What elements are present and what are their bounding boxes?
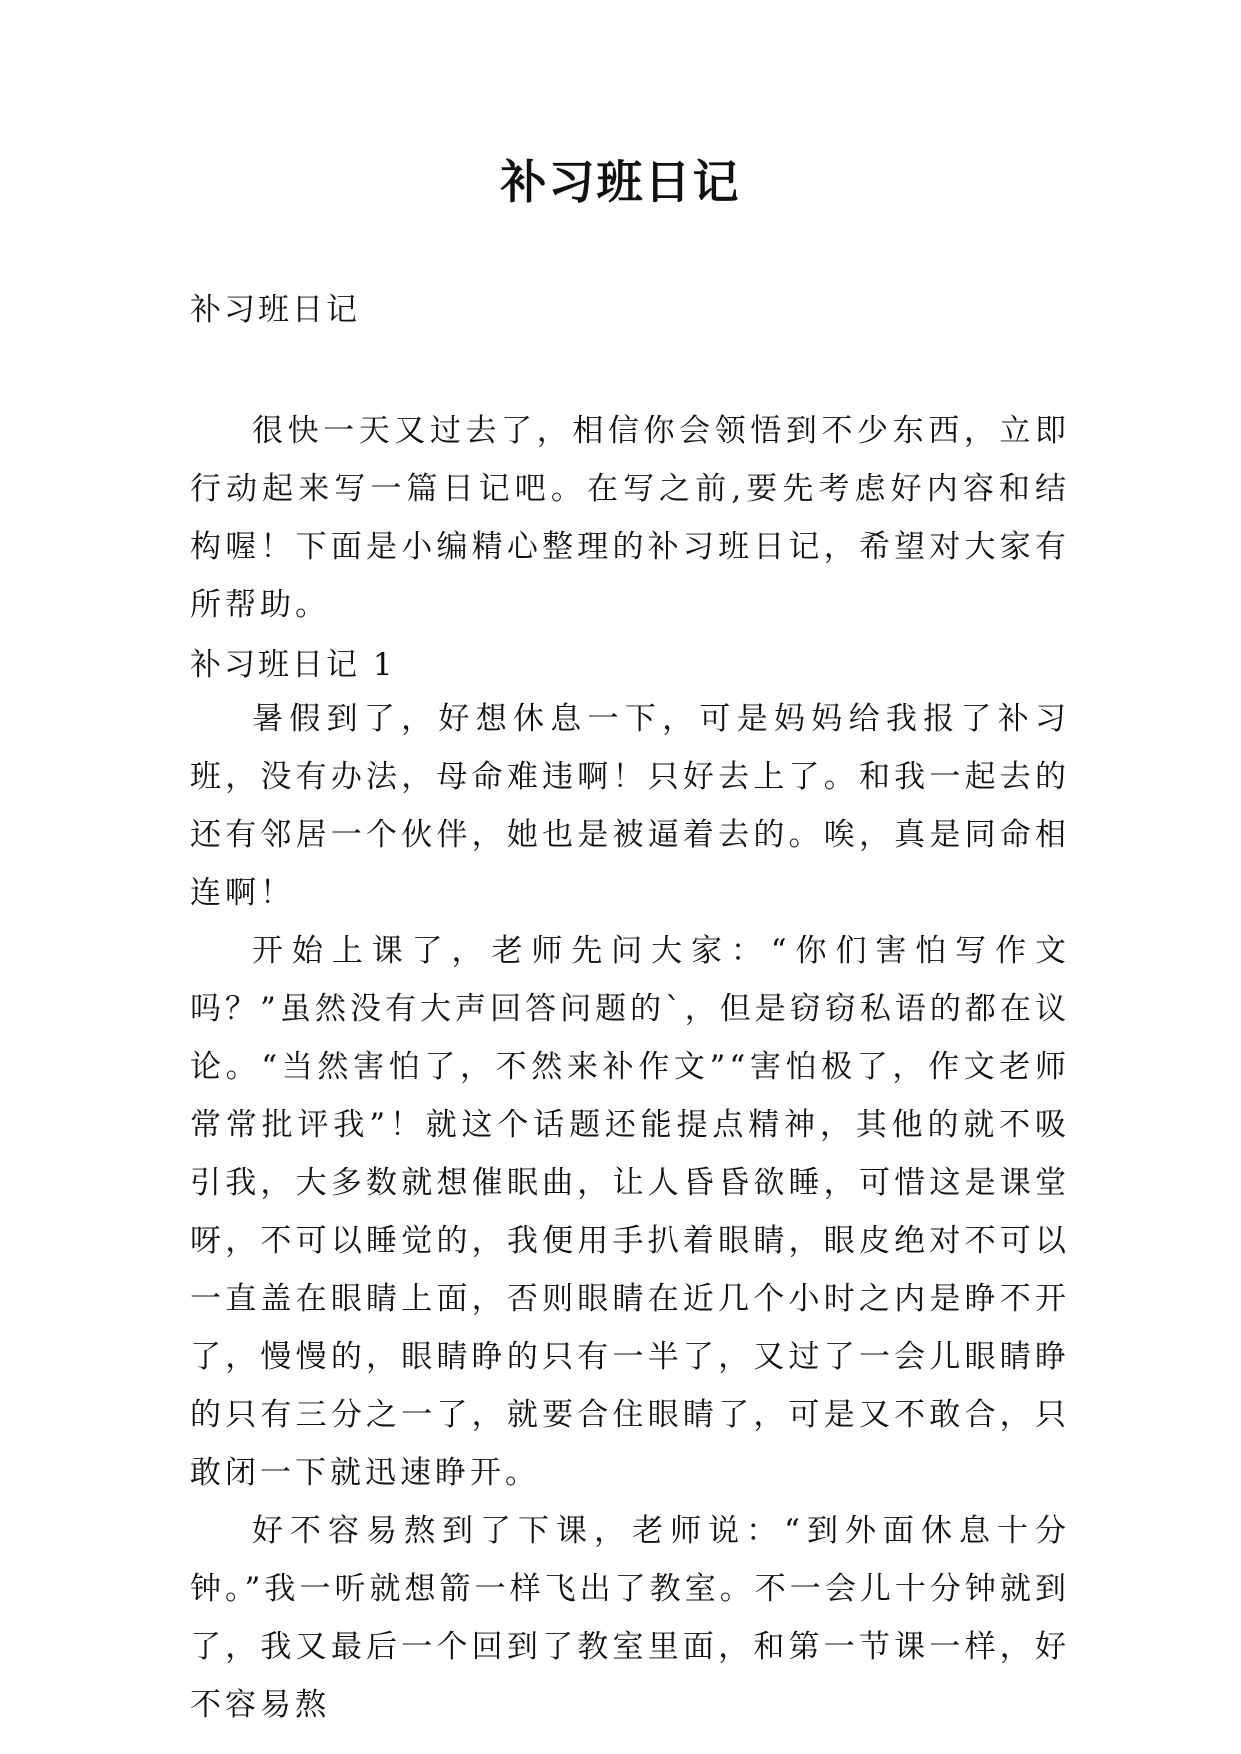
essay-paragraph: 好不容易熬到了下课，老师说：“到外面休息十分钟。”我一听就想箭一样飞出了教室。不一会儿十分钟就到了，我又最后一个回到了教室里面，和第一节课一样，好不容易熬 xyxy=(190,1513,1070,1723)
essay-paragraph: 暑假到了，好想休息一下，可是妈妈给我报了补习班，没有办法，母命难违啊！只好去上了。和我一起去的还有邻居一个伙伴，她也是被逼着去的。唉，真是同命相连啊！ xyxy=(190,701,1070,911)
intro-text: 很快一天又过去了，相信你会领悟到不少东西，立即行动起来写一篇日记吧。在写之前,要先考虑好内容和结构喔！下面是小编精心整理的补习班日记，希望对大家有所帮助。 xyxy=(190,413,1070,623)
intro-paragraph xyxy=(190,402,1070,634)
document-title: 补习班日记 xyxy=(500,155,741,209)
essay-body xyxy=(190,690,1070,1734)
section-heading: 补习班日记 1 xyxy=(190,647,396,683)
essay-paragraph: 开始上课了，老师先问大家：“你们害怕写作文吗？”虽然没有大声回答问题的`，但是窃窃私语的都在议论。“当然害怕了，不然来补作文”“害怕极了，作文老师常常批评我”！就这个话题还能提点精神，其他的就不吸引我，大多数就想催眠曲，让人昏昏欲睡，可惜这是课堂呀，不可以睡觉的，我便用手扒着眼睛，眼皮绝对不可以一直盖在眼睛上面，否则眼睛在近几个小时之内是睁不开了，慢慢的，眼睛睁的只有一半了，又过了一会儿眼睛睁的只有三分之一了，就要合住眼睛了，可是又不敢合，只敢闭一下就迅速睁开。 xyxy=(190,933,1070,1491)
document-subtitle: 补习班日记 xyxy=(190,292,360,328)
